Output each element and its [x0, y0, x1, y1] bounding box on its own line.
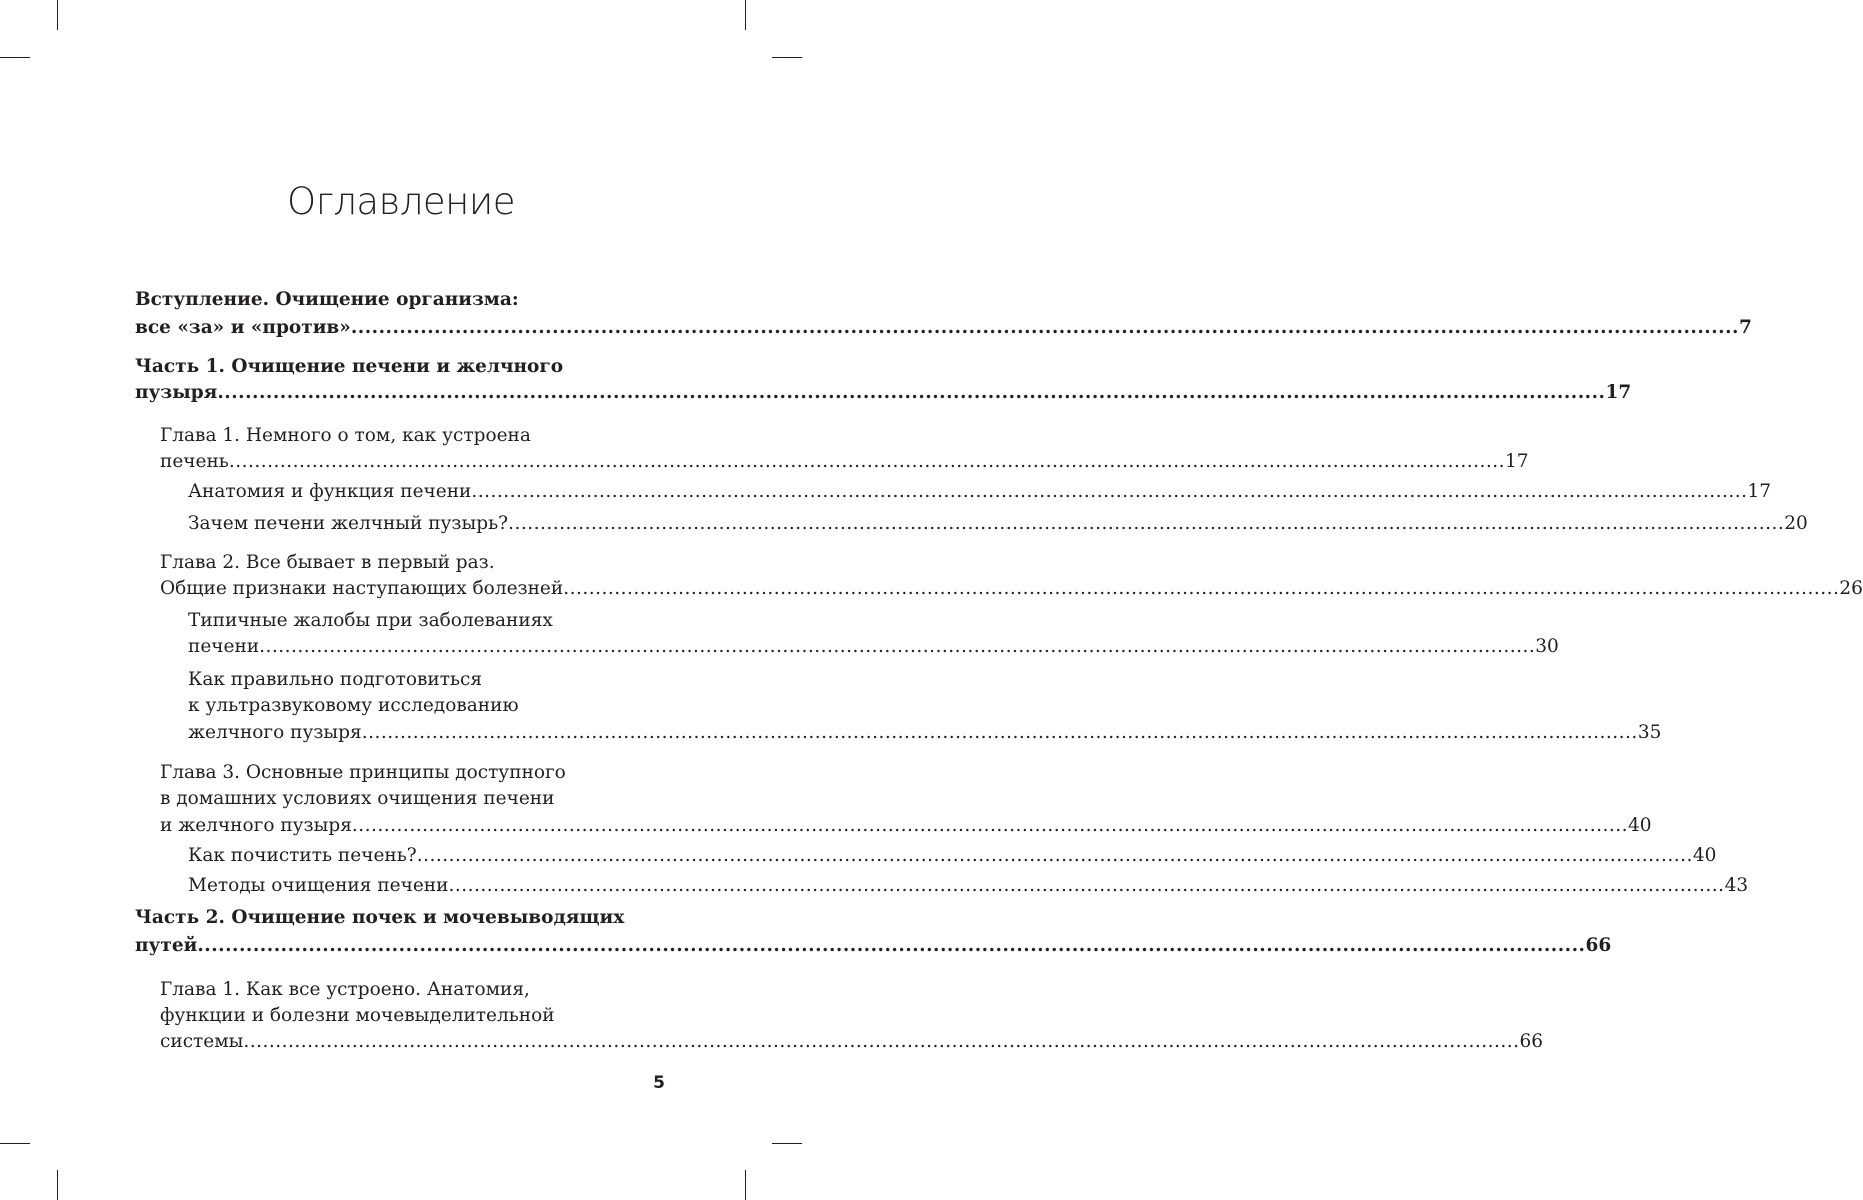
toc-page-number: 20	[1784, 513, 1808, 534]
toc-entry-text: пузыря	[135, 382, 218, 403]
toc-entry-text: системы	[160, 1031, 244, 1052]
crop-mark	[745, 1170, 746, 1200]
dot-leader: ........................................................................................................................................................................................................	[350, 317, 1739, 338]
toc-entry-text: и желчного пузыря	[160, 815, 352, 836]
toc-entry-text: Как почистить печень?	[188, 845, 417, 866]
toc-entry-text: желчного пузыря	[188, 722, 362, 743]
crop-mark	[0, 57, 30, 58]
crop-mark	[772, 57, 802, 58]
crop-mark	[0, 1143, 30, 1144]
toc-page-number: 35	[1637, 722, 1662, 743]
toc-entry-line	[160, 423, 665, 449]
toc-page-number: 26	[1839, 578, 1863, 599]
dot-leader: ........................................................................................................................................................................................................	[508, 513, 1785, 534]
toc-entry-text: Глава 1. Как все устроено. Анатомия,	[160, 979, 530, 1000]
toc-entry-line[interactable]	[188, 634, 1559, 660]
toc-entry-text: печень	[160, 451, 229, 472]
toc-entry-text: печени	[188, 636, 260, 657]
dot-leader: ........................................................................................................................................................................................................	[217, 382, 1606, 403]
crop-mark	[745, 0, 746, 30]
toc-entry-text: Вступление. Очищение организма:	[135, 289, 519, 310]
toc-entry-line[interactable]	[135, 933, 1612, 959]
toc-entry-text: Глава 2. Все бывает в первый раз.	[160, 552, 495, 573]
toc-entry-text: к ультразвуковому исследованию	[188, 695, 519, 716]
dot-leader: ........................................................................................................................................................................................................	[448, 875, 1725, 896]
toc-entry-line[interactable]	[160, 576, 1863, 602]
dot-leader: ........................................................................................................................................................................................................	[243, 1031, 1520, 1052]
toc-entry-text: Часть 1. Очищение печени и желчного	[135, 356, 564, 377]
crop-mark	[57, 0, 58, 30]
toc-entry-line	[188, 608, 665, 634]
toc-entry-text: путей	[135, 935, 198, 956]
toc-entry-line	[160, 977, 665, 1003]
toc-entry-text: Как правильно подготовиться	[188, 669, 483, 690]
toc-entry-line[interactable]	[135, 380, 1632, 406]
toc-entry-line	[160, 1003, 665, 1029]
toc-page-number: 30	[1535, 636, 1559, 657]
toc-page-number: 40	[1628, 815, 1652, 836]
toc-page-number: 43	[1724, 875, 1749, 896]
toc-entry-line	[188, 693, 665, 719]
toc-entry-line[interactable]	[188, 843, 1717, 869]
dot-leader: ........................................................................................................................................................................................................	[416, 845, 1693, 866]
page-number: 5	[653, 1073, 665, 1093]
toc-entry-text: Часть 2. Очищение почек и мочевыводящих	[135, 907, 625, 928]
toc-entry-text: все «за» и «против»	[135, 317, 351, 338]
dot-leader: ........................................................................................................................................................................................................	[471, 481, 1748, 502]
dot-leader: ........................................................................................................................................................................................................	[361, 722, 1638, 743]
toc-entry-text: Типичные жалобы при заболеваниях	[188, 610, 553, 631]
toc-entry-line[interactable]	[188, 873, 1749, 899]
toc-page-number: 17	[1605, 382, 1632, 403]
toc-entry-line[interactable]	[135, 315, 1752, 341]
toc-entry-text: Глава 1. Немного о том, как устроена	[160, 425, 531, 446]
page-title: Оглавление	[286, 180, 516, 223]
dot-leader: ........................................................................................................................................................................................................	[228, 451, 1505, 472]
toc-entry-line	[135, 287, 665, 313]
crop-mark	[772, 1143, 802, 1144]
toc-page-number: 66	[1585, 935, 1612, 956]
toc-entry-line[interactable]	[160, 449, 1529, 475]
toc-entry-line	[160, 760, 665, 786]
toc-entry-line	[135, 354, 665, 380]
toc-entry-text: Общие признаки наступающих болезней	[160, 578, 564, 599]
toc-entry-line	[160, 550, 665, 576]
dot-leader: ........................................................................................................................................................................................................	[351, 815, 1629, 836]
toc-entry-line	[160, 786, 665, 812]
toc-page-number: 17	[1505, 451, 1529, 472]
toc-page-number: 66	[1519, 1031, 1544, 1052]
toc-entry-line[interactable]	[160, 813, 1652, 839]
dot-leader: ........................................................................................................................................................................................................	[563, 578, 1840, 599]
toc-entry-text: Анатомия и функция печени	[188, 481, 472, 502]
toc-entry-text: Зачем печени желчный пузырь?	[188, 513, 509, 534]
dot-leader: ........................................................................................................................................................................................................	[259, 636, 1536, 657]
toc-page-number: 40	[1692, 845, 1717, 866]
toc-page-number: 7	[1738, 317, 1752, 338]
toc-page-number: 17	[1747, 481, 1772, 502]
toc-entry-line[interactable]	[160, 1029, 1544, 1055]
toc-entry-text: в домашних условиях очищения печени	[160, 788, 555, 809]
toc-entry-line[interactable]	[188, 511, 1808, 537]
toc-entry-line[interactable]	[188, 479, 1772, 505]
crop-mark	[57, 1170, 58, 1200]
toc-entry-line	[188, 667, 665, 693]
toc-entry-text: Методы очищения печени	[188, 875, 449, 896]
toc-entry-text: Глава 3. Основные принципы доступного	[160, 762, 566, 783]
toc-entry-text: функции и болезни мочевыделительной	[160, 1005, 555, 1026]
toc-entry-line[interactable]	[188, 720, 1662, 746]
dot-leader: ........................................................................................................................................................................................................	[197, 935, 1586, 956]
toc-entry-line	[135, 905, 665, 931]
